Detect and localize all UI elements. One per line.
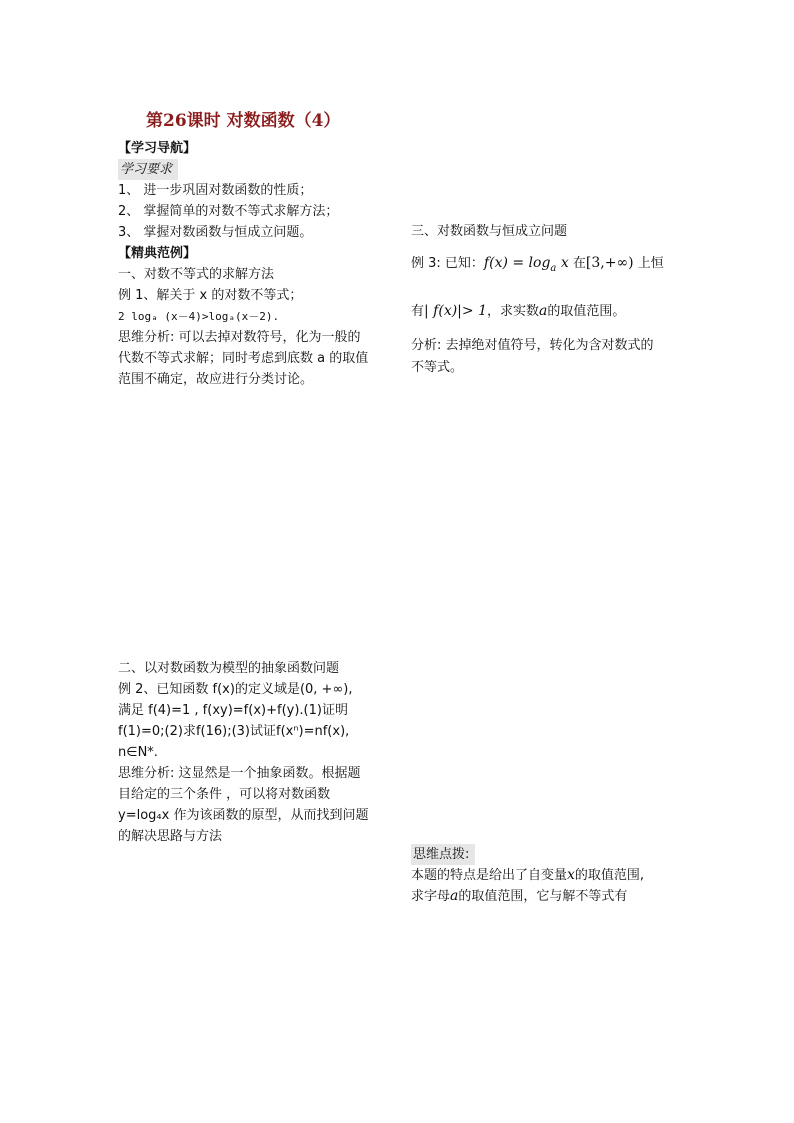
- example1-analysis-3: 范围不确定，故应进行分类讨论。: [118, 372, 314, 387]
- example3-line-1: 例 3: 已知：$f(x) = \log_a x$ 在[3,+∞) 上恒: [411, 255, 664, 274]
- right-column-section3: [411, 221, 686, 379]
- example1-analysis-1: 思维分析: 可以去掉对数符号，化为一般的: [118, 330, 361, 345]
- example3-analysis-1: 分析: 去掉绝对值符号，转化为含对数式的: [411, 337, 654, 353]
- tip-line-2: 求字母a的取值范围，它与解不等式有: [411, 888, 628, 904]
- requirement-item-3: 3、 掌握对数函数与恒成立问题。: [118, 225, 313, 240]
- example1-formula: 2 logₐ (x－4)>logₐ(x－2).: [118, 310, 280, 323]
- example3-analysis-2: 不等式。: [411, 359, 464, 375]
- requirements-label: 学习要求: [118, 159, 178, 180]
- nav-heading: 【学习导航】: [118, 141, 197, 156]
- example1-text: 例 1、解关于 x 的对数不等式；: [118, 288, 303, 303]
- section1-title: 一、对数不等式的求解方法: [118, 267, 275, 282]
- example2-line-4: n∈N*.: [118, 745, 158, 760]
- left-column-section2: [118, 658, 393, 847]
- section2-title: 二、以对数函数为模型的抽象函数问题: [118, 661, 340, 676]
- example2-analysis-1: 思维分析: 这显然是一个抽象函数。根据题: [118, 766, 361, 781]
- example2-line-3: f(1)=0;(2)求f(16);(3)试证f(xⁿ)=nf(x),: [118, 724, 350, 739]
- examples-heading: 【精典范例】: [118, 246, 197, 261]
- example2-analysis-4: 的解决思路与方法: [118, 829, 223, 844]
- example2-line-2: 满足 f(4)=1 , f(xy)=f(x)+f(y).(1)证明: [118, 703, 348, 718]
- tip-line-1: 本题的特点是给出了自变量x的取值范围,: [411, 867, 645, 883]
- example2-analysis-3: y=log₄x 作为该函数的原型，从而找到问题: [118, 808, 369, 823]
- right-column-tip: [411, 844, 686, 907]
- section3-title: 三、对数函数与恒成立问题: [411, 224, 568, 239]
- tip-label: 思维点拨:: [411, 844, 475, 865]
- requirement-item-1: 1、 进一步巩固对数函数的性质；: [118, 183, 313, 198]
- example1-analysis-2: 代数不等式求解；同时考虑到底数 a 的取值: [118, 351, 369, 366]
- page-title: 第26课时 对数函数（4）: [146, 111, 341, 131]
- example3-line-2: 有| f(x)|> 1，求实数a的取值范围。: [411, 302, 626, 319]
- left-column-top: [118, 138, 393, 390]
- requirement-item-2: 2、 掌握简单的对数不等式求解方法；: [118, 204, 339, 219]
- example2-line-1: 例 2、已知函数 f(x)的定义域是(0, +∞),: [118, 682, 353, 697]
- example2-analysis-2: 目给定的三个条件 ，可以将对数函数: [118, 787, 331, 802]
